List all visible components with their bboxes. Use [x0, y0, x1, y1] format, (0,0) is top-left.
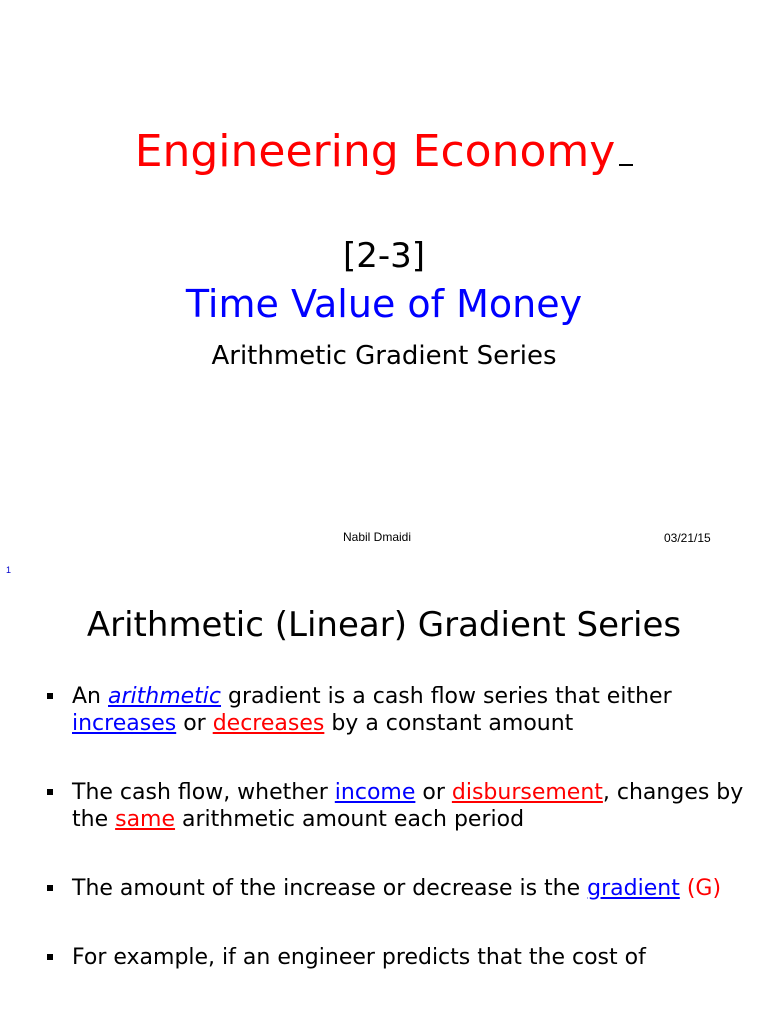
bullet-item: For example, if an engineer predicts that the cost of	[44, 944, 744, 971]
text-cursor	[619, 128, 633, 166]
date-footer: 03/21/15	[664, 531, 711, 545]
slide-title: Engineering Economy	[0, 126, 768, 177]
bullet-item: The cash flow, whether income or disbursement, changes by the same arithmetic amount each period	[44, 779, 744, 833]
bullet-item: An arithmetic gradient is a cash flow series that either increases or decreases by a constant amount	[44, 683, 744, 737]
gradient-symbol: (G)	[686, 876, 722, 901]
slide-subtitle: Time Value of Money	[185, 282, 583, 326]
bullet-list	[44, 683, 744, 1013]
bullet-icon	[47, 885, 53, 891]
keyword-gradient[interactable]: gradient	[587, 876, 680, 901]
bullet-icon	[47, 693, 53, 699]
keyword-increases[interactable]: increases	[72, 711, 177, 736]
author-footer: Nabil Dmaidi	[343, 530, 412, 544]
keyword-decreases[interactable]: decreases	[212, 711, 325, 736]
bullet-icon	[47, 789, 53, 795]
chapter-code: [2-3]	[342, 236, 426, 276]
page-number[interactable]: 1	[6, 565, 12, 575]
section-title: Arithmetic (Linear) Gradient Series	[86, 605, 682, 645]
keyword-same[interactable]: same	[115, 807, 176, 832]
keyword-income[interactable]: income	[334, 780, 416, 805]
bullet-item: The amount of the increase or decrease is the gradient (G)	[44, 875, 744, 902]
bullet-icon	[47, 954, 53, 960]
keyword-disbursement[interactable]: disbursement	[451, 780, 603, 805]
keyword-arithmetic[interactable]: arithmetic	[108, 684, 222, 709]
slide-subsubtitle: Arithmetic Gradient Series	[211, 341, 557, 371]
